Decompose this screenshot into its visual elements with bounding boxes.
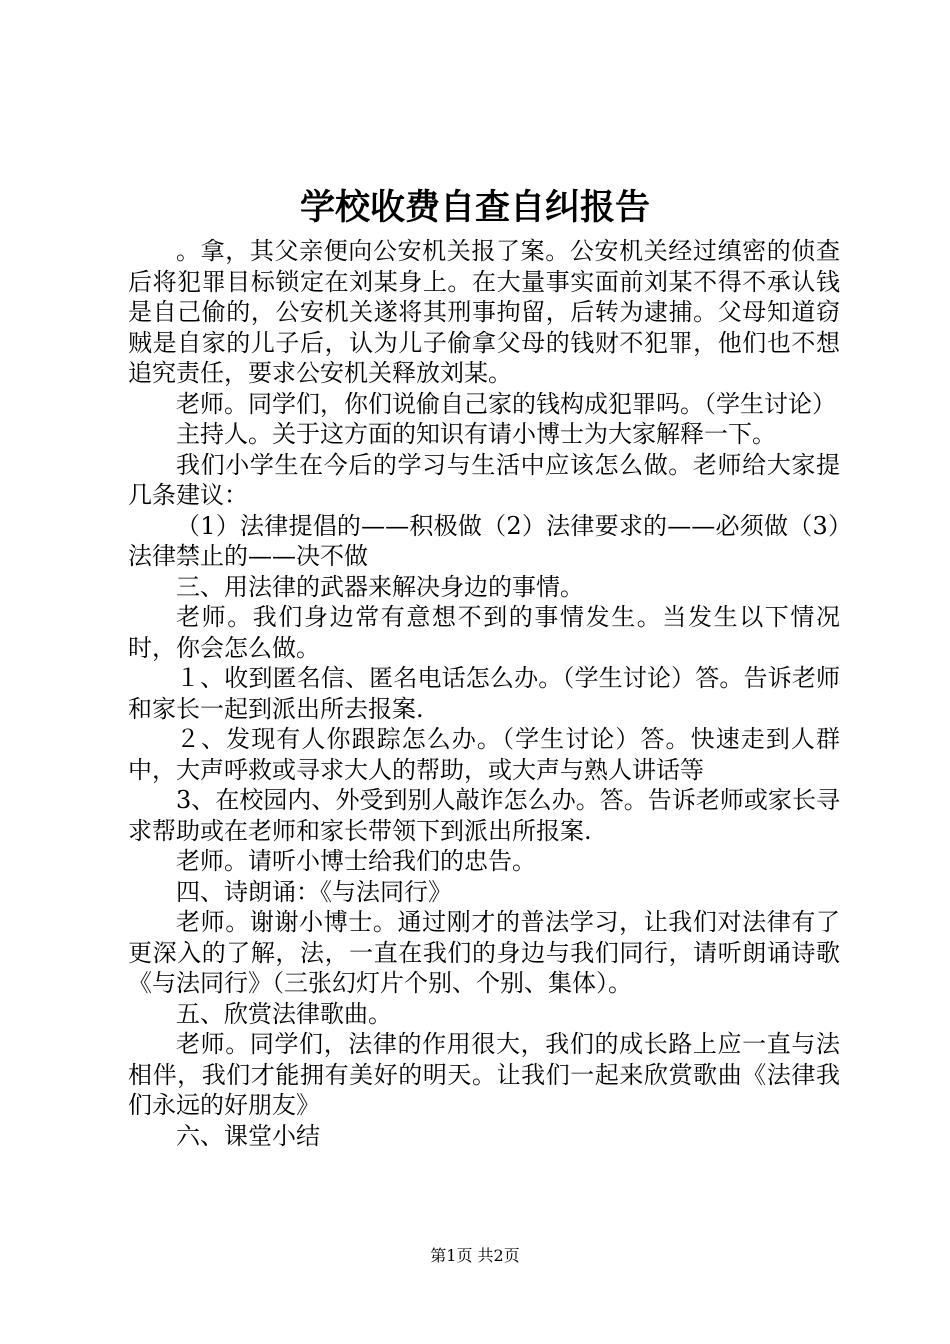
paragraph: （1）法律提倡的——积极做（2）法律要求的——必须做（3）法律禁止的——决不做 [128, 511, 840, 570]
paragraph: 老师。同学们，法律的作用很大，我们的成长路上应一直与法相伴，我们才能拥有美好的明天。让我们一起来欣赏歌曲《法律我们永远的好朋友》 [128, 1030, 840, 1119]
document-body [128, 236, 840, 1151]
paragraph: 老师。谢谢小博士。通过刚才的普法学习，让我们对法律有了更深入的了解，法，一直在我们的身边与我们同行，请听朗诵诗歌《与法同行》（三张幻灯片个别、个别、集体）。 [128, 908, 840, 997]
paragraph: 老师。请听小博士给我们的忠告。 [176, 847, 536, 875]
paragraph: 四、诗朗诵：《与法同行》 [176, 877, 452, 906]
paragraph: 三、用法律的武器来解决身边的事情。 [176, 572, 584, 601]
paragraph: ２、发现有人你跟踪怎么办。（学生讨论）答。快速走到人群中，大声呼救或寻求大人的帮助，或大声与熟人讲话等 [128, 725, 840, 784]
paragraph: 五、欣赏法律歌曲。 [176, 999, 392, 1028]
paragraph: 老师。同学们，你们说偷自己家的钱构成犯罪吗。（学生讨论） [176, 389, 836, 418]
page-footer: 第1页 共2页 [430, 1246, 520, 1265]
paragraph: 六、课堂小结 [176, 1121, 320, 1150]
paragraph: 。拿，其父亲便向公安机关报了案。公安机关经过缜密的侦查后将犯罪目标锁定在刘某身上。在大量事实面前刘某不得不承认钱是自己偷的，公安机关遂将其刑事拘留，后转为逮捕。父母知道窃贼是自家的儿子后，认为儿子偷拿父母的钱财不犯罪，他们也不想追究责任，要求公安机关释放刘某。 [128, 237, 840, 387]
paragraph: 我们小学生在今后的学习与生活中应该怎么做。老师给大家提几条建议： [128, 450, 840, 509]
paragraph: 3、在校园内、外受到别人敲诈怎么办。答。告诉老师或家长寻求帮助或在老师和家长带领下到派出所报案. [128, 786, 840, 845]
paragraph: 老师。我们身边常有意想不到的事情发生。当发生以下情况时，你会怎么做。 [128, 603, 840, 662]
paragraph: １、收到匿名信、匿名电话怎么办。（学生讨论）答。告诉老师和家长一起到派出所去报案. [128, 664, 840, 723]
paragraph: 主持人。关于这方面的知识有请小博士为大家解释一下。 [176, 420, 776, 448]
document-title: 学校收费自查自纠报告 [299, 187, 650, 228]
